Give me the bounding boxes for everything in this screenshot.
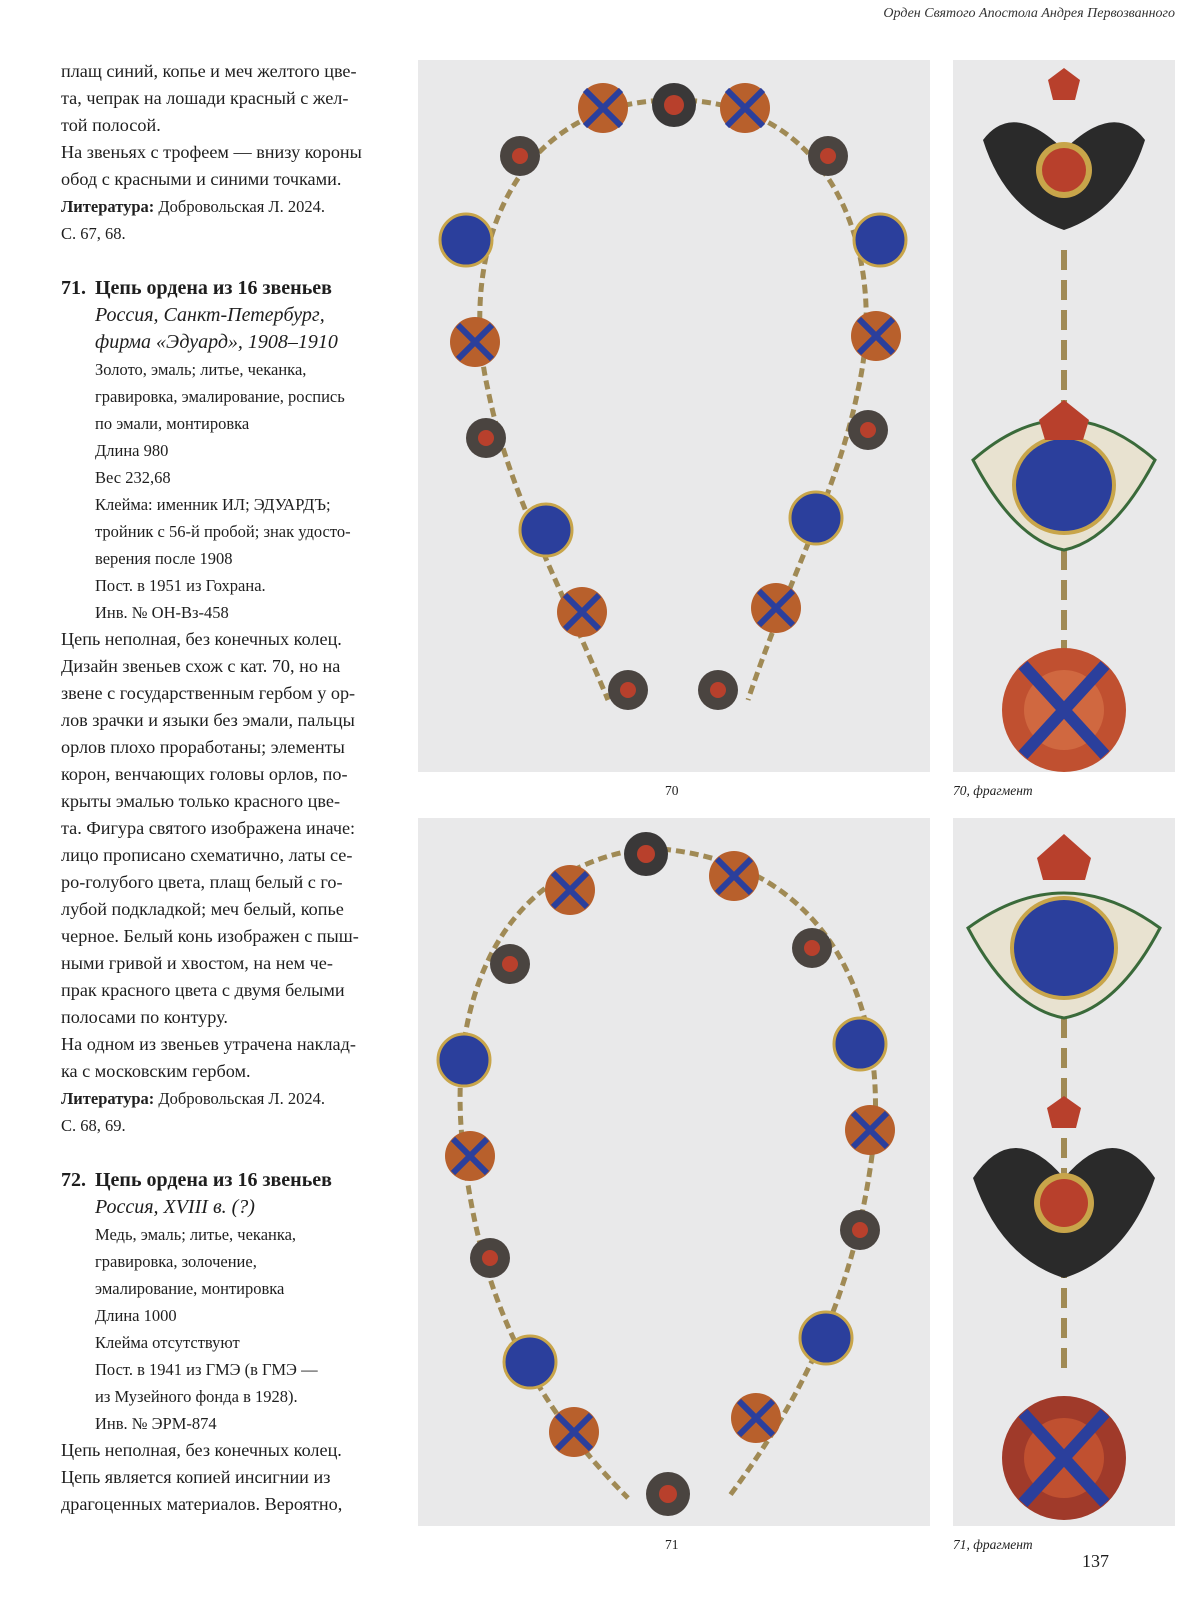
desc-line: орлов плохо проработаны; элементы	[61, 737, 345, 757]
chain-71-photo	[418, 818, 930, 1526]
eagle-icon	[973, 1096, 1155, 1278]
entry-meta: Золото, эмаль; литье, чеканка,	[95, 360, 307, 379]
desc-line: ными гривой и хвостом, на нем че-	[61, 953, 333, 973]
running-header: Орден Святого Апостола Андрея Первозванного	[883, 6, 1175, 21]
literature-pages: С. 68, 69.	[61, 1116, 126, 1135]
intro-line: той полосой.	[61, 115, 161, 135]
entry-meta: Клейма: именник ИЛ; ЭДУАРДЪ;	[95, 495, 331, 514]
desc-line: драгоценных материалов. Вероятно,	[61, 1494, 343, 1514]
entry-number: 72.	[61, 1169, 86, 1191]
entry-meta: тройник с 56-й пробой; знак удосто-	[95, 522, 351, 541]
chain-link-icon	[440, 83, 906, 710]
chain-link-icon	[438, 832, 895, 1516]
entry-meta: Пост. в 1941 из ГМЭ (в ГМЭ —	[95, 1360, 318, 1379]
literature-line: Литература: Добровольская Л. 2024.	[61, 197, 325, 216]
entry-meta: верения после 1908	[95, 549, 233, 568]
intro-line: На звеньях с трофеем — внизу короны	[61, 142, 362, 162]
chain-71-fragment-photo	[953, 818, 1175, 1526]
desc-line: лов зрачки и языки без эмали, пальцы	[61, 710, 355, 730]
entry-origin: Россия, XVIII в. (?)	[95, 1196, 255, 1218]
entry-origin: Россия, Санкт-Петербург,	[95, 304, 325, 326]
chain-71-image	[418, 818, 930, 1526]
desc-line: Цепь неполная, без конечных колец.	[61, 629, 342, 649]
eagle-icon	[983, 68, 1145, 230]
entry-meta: гравировка, эмалирование, роспись	[95, 387, 345, 406]
desc-line: лубой подкладкой; меч белый, копье	[61, 899, 344, 919]
desc-line: черное. Белый конь изображен с пыш-	[61, 926, 359, 946]
entry-meta: Клейма отсутствуют	[95, 1333, 240, 1352]
entry-title: Цепь ордена из 16 звеньев	[95, 1169, 332, 1191]
page-number: 137	[1082, 1551, 1109, 1571]
desc-line: На одном из звеньев утрачена наклад-	[61, 1034, 356, 1054]
entry-meta: Инв. № ЭРМ-874	[95, 1414, 217, 1433]
chain-70-fragment-image	[953, 60, 1175, 772]
literature-line: Литература: Добровольская Л. 2024.	[61, 1089, 325, 1108]
monogram-trophy-icon	[973, 400, 1155, 550]
entry-title: Цепь ордена из 16 звеньев	[95, 277, 332, 299]
star-badge-icon	[1002, 1396, 1126, 1520]
entry-origin: фирма «Эдуард», 1908–1910	[95, 331, 338, 353]
monogram-trophy-icon	[968, 834, 1160, 1018]
intro-line: плащ синий, копье и меч желтого цве-	[61, 61, 357, 81]
chain-71-fragment-image	[953, 818, 1175, 1526]
figure-caption: 70	[665, 783, 679, 798]
star-badge-icon	[1002, 648, 1126, 772]
entry-meta: Инв. № ОН-Вз-458	[95, 603, 229, 622]
chain-70-photo	[418, 60, 930, 772]
entry-meta: эмалирование, монтировка	[95, 1279, 285, 1298]
chain-70-image	[418, 60, 930, 772]
text-column	[61, 58, 397, 1518]
figure-caption: 71	[665, 1537, 679, 1552]
desc-line: звене с государственным гербом у ор-	[61, 683, 356, 703]
figure-caption: 71, фрагмент	[953, 1537, 1033, 1552]
desc-line: крыты эмалью только красного цве-	[61, 791, 341, 811]
figure-caption: 70, фрагмент	[953, 783, 1033, 798]
entry-meta: по эмали, монтировка	[95, 414, 250, 433]
desc-line: ро-голубого цвета, плащ белый с го-	[61, 872, 343, 892]
desc-line: прак красного цвета с двумя белыми	[61, 980, 345, 1000]
entry-meta: Вес 232,68	[95, 468, 171, 487]
desc-line: полосами по контуру.	[61, 1007, 228, 1027]
intro-line: обод с красными и синими точками.	[61, 169, 342, 189]
desc-line: ка с московским гербом.	[61, 1061, 251, 1081]
entry-72-heading	[61, 1166, 397, 1194]
desc-line: Дизайн звеньев схож с кат. 70, но на	[61, 656, 341, 676]
chain-70-fragment-photo	[953, 60, 1175, 772]
entry-meta: Длина 1000	[95, 1306, 177, 1325]
literature-pages: С. 67, 68.	[61, 224, 126, 243]
intro-line: та, чепрак на лошади красный с жел-	[61, 88, 349, 108]
entry-meta: Пост. в 1951 из Гохрана.	[95, 576, 266, 595]
entry-meta: гравировка, золочение,	[95, 1252, 257, 1271]
desc-line: Цепь неполная, без конечных колец.	[61, 1440, 342, 1460]
entry-number: 71.	[61, 277, 86, 299]
entry-71-heading	[61, 274, 397, 302]
desc-line: Цепь является копией инсигнии из	[61, 1467, 331, 1487]
entry-meta: Длина 980	[95, 441, 169, 460]
desc-line: лицо прописано схематично, латы се-	[61, 845, 353, 865]
entry-meta: Медь, эмаль; литье, чеканка,	[95, 1225, 297, 1244]
entry-meta: из Музейного фонда в 1928).	[95, 1387, 298, 1406]
desc-line: та. Фигура святого изображена иначе:	[61, 818, 356, 838]
desc-line: корон, венчающих головы орлов, по-	[61, 764, 348, 784]
